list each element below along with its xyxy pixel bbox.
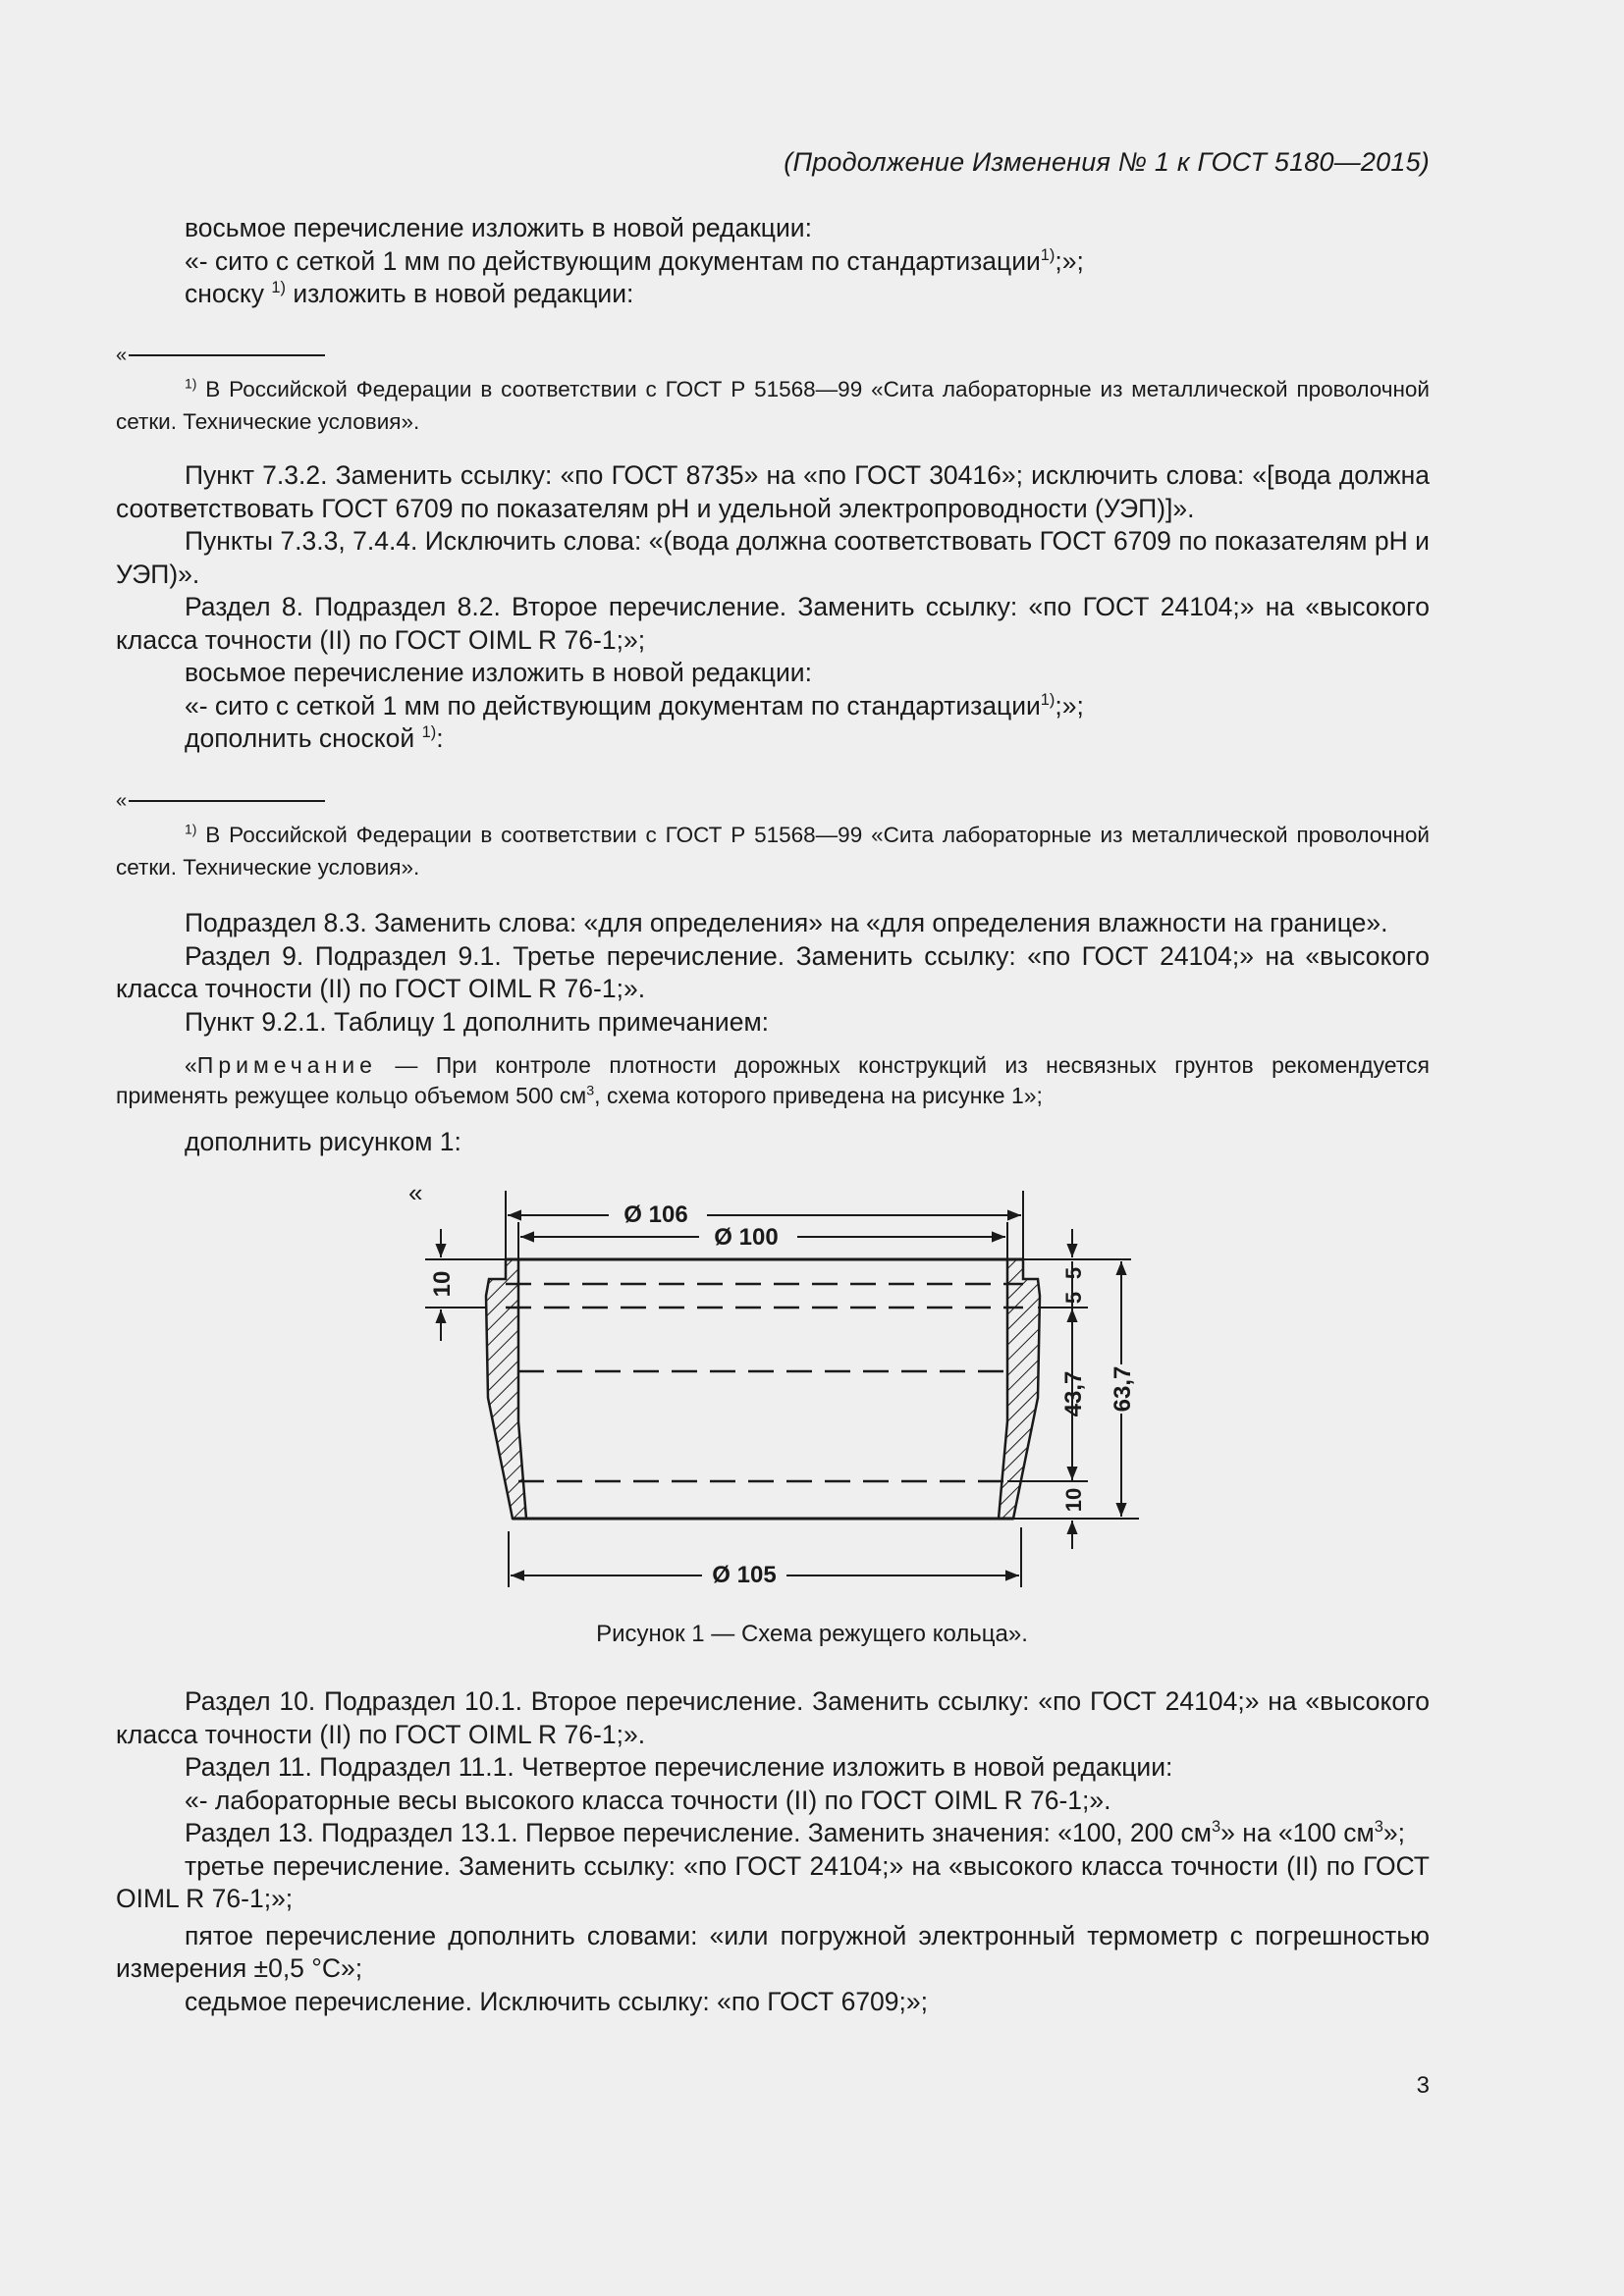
dimension-d106: Ø 106 <box>623 1201 688 1228</box>
figure-open-quote: « <box>408 1178 423 1207</box>
paragraph: третье перечисление. Заменить ссылку: «по ГОСТ 24104;» на «высокого класса точности (II) по ГОСТ OIML R 76-1;»; <box>116 1850 1430 1913</box>
ring-wall-left <box>486 1259 526 1519</box>
footnote-separator: « <box>116 791 1430 811</box>
footnote-separator: « <box>116 346 1430 365</box>
paragraph: дополнить сноской $^{1)}$: <box>185 723 444 753</box>
dimension-d100: Ø 100 <box>714 1224 779 1251</box>
footnote-text: $^{1)}$ В Российской Федерации в соответствии с ГОСТ Р 51568—99 «Сита лабораторные из металлической проволочной сетки. Технические условия». <box>116 375 1430 434</box>
dimension-h10-left: 10 <box>429 1270 456 1298</box>
footnote-ref: 1) <box>271 279 286 297</box>
note-label: Примечание <box>196 1052 377 1078</box>
paragraph: восьмое перечисление изложить в новой редакции: <box>185 658 812 687</box>
dimension-h5-top: 5 <box>1061 1266 1086 1280</box>
paragraph: «- лабораторные весы высокого класса точности (II) по ГОСТ OIML R 76-1;». <box>185 1785 1111 1815</box>
paragraph: Раздел 9. Подраздел 9.1. Третье перечисление. Заменить ссылку: «по ГОСТ 24104;» на «высокого класса точности (II) по ГОСТ OIML R 76-1;». <box>116 940 1430 1003</box>
paragraph: Раздел 10. Подраздел 10.1. Второе перечисление. Заменить ссылку: «по ГОСТ 24104;» на «высокого класса точности (II) по ГОСТ OIML R 76-1;». <box>116 1686 1430 1749</box>
paragraph: восьмое перечисление изложить в новой редакции: <box>185 213 812 242</box>
table-note: «Примечание — При контроле плотности дорожных конструкций из несвязных грунтов рекомендуется применять режущее кольцо объемом 500 $см^3$, схема которого приведена на рисунке 1»; <box>116 1052 1430 1108</box>
page-number: 3 <box>1416 2072 1430 2099</box>
paragraph: Раздел 13. Подраздел 13.1. Первое перечисление. Заменить значения: «100, 200 $см^3$» на «100 $см^3$»; <box>185 1818 1405 1847</box>
paragraph: Пункт 9.2.1. Таблицу 1 дополнить примечанием: <box>185 1006 770 1037</box>
footnote-ref: 1) <box>1040 690 1056 709</box>
ring-wall-right <box>999 1259 1040 1519</box>
figure-intro: дополнить рисунком 1: <box>185 1127 461 1156</box>
dimension-h5-second: 5 <box>1061 1291 1086 1305</box>
paragraph: Раздел 8. Подраздел 8.2. Второе перечисление. Заменить ссылку: «по ГОСТ 24104;» на «высокого класса точности (II) по ГОСТ OIML R 76-1;»; <box>116 592 1430 655</box>
footnote-text: $^{1)}$ В Российской Федерации в соответствии с ГОСТ Р 51568—99 «Сита лабораторные из металлической проволочной сетки. Технические условия». <box>116 821 1430 880</box>
footnote-ref: 1) <box>421 723 437 742</box>
paragraph: «- сито с сеткой 1 мм по действующим документам по стандартизации$^{1)}$;»; <box>185 245 1084 276</box>
dimension-h63-7: 63,7 <box>1110 1365 1136 1413</box>
footnote-ref: 1) <box>1040 245 1056 264</box>
block-4 <box>116 1685 1430 2018</box>
paragraph: пятое перечисление дополнить словами: «или погружной электронный термометр с погрешностью измерения ±0,5 °С»; <box>116 1920 1430 1983</box>
dimension-d105: Ø 105 <box>712 1562 777 1588</box>
page-header: (Продолжение Изменения № 1 к ГОСТ 5180—2015) <box>784 147 1430 177</box>
paragraph: сноску $^{1)}$ изложить в новой редакции: <box>185 279 634 308</box>
dimension-h10-bottom: 10 <box>1061 1487 1086 1513</box>
paragraph: «- сито с сеткой 1 мм по действующим документам по стандартизации$^{1)}$;»; <box>185 690 1084 721</box>
paragraph: седьмое перечисление. Исключить ссылку: «по ГОСТ 6709;»; <box>185 1986 928 2016</box>
paragraph: Подраздел 8.3. Заменить слова: «для определения» на «для определения влажности на границе». <box>185 908 1388 937</box>
paragraph: Пункты 7.3.3, 7.4.4. Исключить слова: «(вода должна соответствовать ГОСТ 6709 по показателям pH и УЭП)». <box>116 526 1430 589</box>
figure-caption: Рисунок 1 — Схема режущего кольца». <box>596 1621 1028 1647</box>
dimension-h43-7: 43,7 <box>1060 1370 1087 1417</box>
paragraph: Раздел 11. Подраздел 11.1. Четвертое перечисление изложить в новой редакции: <box>185 1752 1173 1782</box>
paragraph: Пункт 7.3.2. Заменить ссылку: «по ГОСТ 8735» на «по ГОСТ 30416»; исключить слова: «[вода должна соответствовать ГОСТ 6709 по показателям pH и удельной электропроводности (УЭП)]». <box>116 460 1430 523</box>
